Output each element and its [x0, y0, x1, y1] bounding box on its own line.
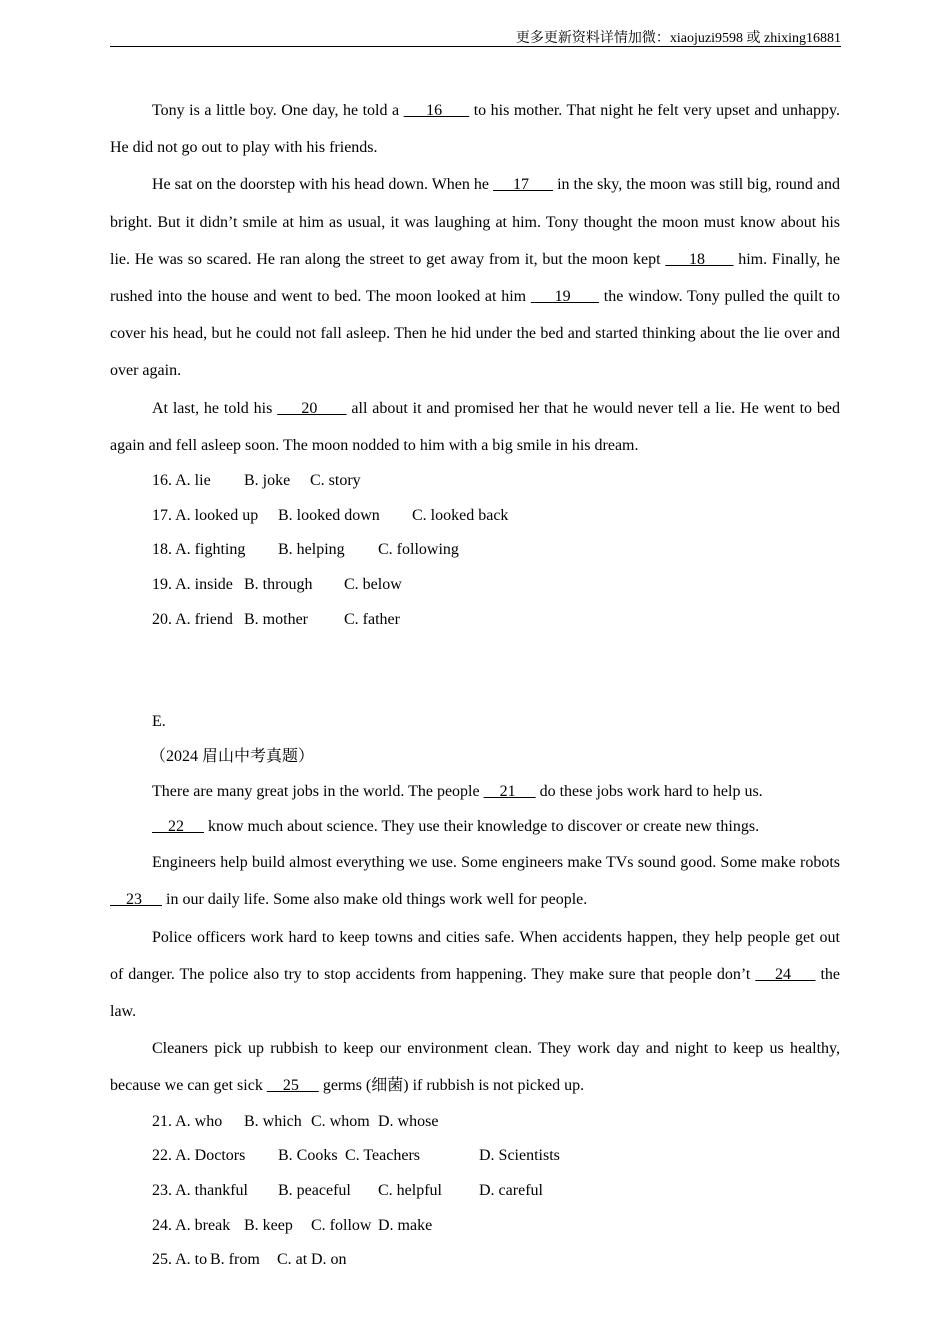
blank-24: 24 — [755, 965, 816, 983]
passage-d-paragraph-3: At last, he told his 20 all about it and promised her that he would never tell a lie. He went to bed again and fell asleep soon. The moon nodded to him with a big smile in his dream. — [110, 399, 841, 454]
blank-17: 17 — [493, 176, 554, 194]
section-e-label: E. — [152, 713, 166, 731]
passage-d-paragraph-2: He sat on the doorstep with his head down. When he 17 in the sky, the moon was still big, round and bright. But it didn’t smile at him as usual, it was laughing at him. Tony thought the moon must know about his lie. He was so scared. He ran along the street to get away from it, but the moon kept 18 him. Finally, he rushed into the house and went to bed. The moon looked at him 19 the window. Tony pulled the quilt to cover his head, but he could not fall asleep. Then he hid under the bed and started thinking about the lie over and over again. — [110, 176, 841, 380]
blank-19: 19 — [530, 288, 600, 306]
question-24: 24. A. break B. keep C. follow D. make — [152, 1216, 433, 1234]
blank-23: 23 — [110, 891, 162, 909]
section-e-source: （2024 眉山中考真题） — [150, 748, 315, 766]
blank-25: 25 — [266, 1077, 319, 1095]
question-18: 18. A. fighting B. helping C. following — [152, 541, 459, 559]
section-e-line-2: 22 know much about science. They use their knowledge to discover or create new things. — [152, 817, 760, 835]
blank-22: 22 — [152, 817, 204, 835]
header-text: 更多更新资料详情加微：xiaojuzi9598 或 zhixing16881 — [515, 31, 841, 46]
question-17: 17. A. looked up B. looked down C. looked back — [152, 506, 509, 524]
passage-d-paragraph-1: Tony is a little boy. One day, he told a 16 to his mother. That night he felt very upset and unhappy. He did not go out to play with his friends. — [110, 102, 841, 157]
document-body — [110, 92, 840, 1278]
question-23: 23. A. thankful B. peaceful C. helpful D. careful — [152, 1182, 543, 1200]
question-21: 21. A. who B. which C. whom D. whose — [152, 1112, 439, 1130]
blank-21: 21 — [483, 782, 536, 800]
section-e-line-1: There are many great jobs in the world. The people 21 do these jobs work hard to help us. — [152, 782, 763, 800]
blank-20: 20 — [277, 399, 347, 417]
question-20: 20. A. friend B. mother C. father — [152, 610, 400, 628]
question-22: 22. A. Doctors B. Cooks C. Teachers D. Scientists — [152, 1147, 560, 1165]
blank-18: 18 — [665, 250, 734, 268]
section-e-paragraph-3: Engineers help build almost everything we use. Some engineers make TVs sound good. Some make robots 23 in our daily life. Some also make old things work well for people. — [110, 854, 840, 909]
question-16: 16. A. lie B. joke C. story — [152, 472, 361, 490]
question-19: 19. A. inside B. through C. below — [152, 576, 402, 594]
blank-16: 16 — [403, 102, 470, 119]
section-spacer — [110, 637, 840, 705]
question-25: 25. A. to B. from C. at D. on — [152, 1251, 347, 1269]
section-e-paragraph-5: Cleaners pick up rubbish to keep our environment clean. They work day and night to keep us healthy, because we can get sick 25 germs (细菌) if rubbish is not picked up. — [110, 1040, 840, 1095]
section-e-paragraph-4: Police officers work hard to keep towns and cities safe. When accidents happen, they help people get out of danger. The police also try to stop accidents from happening. They make sure that people don’t 24 the law. — [110, 928, 841, 1021]
page-header — [110, 22, 841, 47]
